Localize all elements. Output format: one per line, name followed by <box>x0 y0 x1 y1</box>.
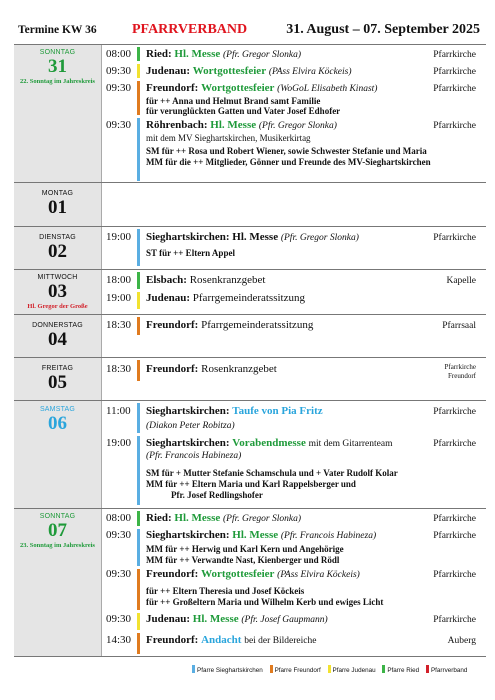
day-row-02 <box>14 227 486 270</box>
event-location: Pfarrkirche <box>433 67 476 77</box>
event-title <box>146 231 359 243</box>
event-location: Pfarrkirche <box>433 439 476 449</box>
legend-swatch <box>192 665 195 673</box>
event <box>101 401 486 434</box>
day-number: 02 <box>48 241 67 262</box>
parish-color-bar <box>137 403 140 433</box>
event-location: Pfarrkirche <box>444 363 476 371</box>
legend-item <box>382 665 419 674</box>
event-place: Ried: <box>146 48 172 60</box>
legend-swatch <box>382 665 385 673</box>
event-time: 08:00 <box>106 512 132 524</box>
week-label: Termine KW 36 <box>18 24 97 36</box>
day-cell <box>14 358 102 400</box>
event-place: Freundorf: <box>146 568 199 580</box>
legend-item <box>270 665 321 674</box>
event-officiant: (WoGoL Elisabeth Kinast) <box>277 84 378 94</box>
event-location: Pfarrkirche <box>433 84 476 94</box>
day-name: DONNERSTAG <box>32 322 83 329</box>
event-title <box>146 319 313 331</box>
event-location: Pfarrkirche <box>433 407 476 417</box>
event-officiant: (Pfr. Gregor Slonka) <box>223 514 302 524</box>
event-time: 09:30 <box>106 65 132 77</box>
day-row-01 <box>14 183 486 227</box>
day-number: 01 <box>48 197 67 218</box>
event-type: Wortgottesfeier <box>201 568 275 580</box>
event-intention: für ++ Anna und Helmut Brand samt Familie <box>146 96 321 106</box>
event-place: Ried: <box>146 512 172 524</box>
event-intention: MM für ++ Herwig und Karl Kern und Angehörige <box>146 544 344 554</box>
event <box>101 227 486 267</box>
event-intention: ST für ++ Eltern Appel <box>146 248 235 258</box>
day-cell <box>14 183 102 226</box>
event-type: Hl. Messe <box>210 119 257 131</box>
event-time: 09:30 <box>106 613 132 625</box>
event-time: 19:00 <box>106 292 132 304</box>
parish-color-bar <box>137 317 140 335</box>
event-intention: für ++ Eltern Theresia und Josef Köckeis <box>146 586 305 596</box>
event-intention: SM für + Mutter Stefanie Schamschula und + Vater Rudolf Kolar <box>146 468 398 478</box>
legend-item <box>426 665 467 674</box>
event-time: 19:00 <box>106 231 132 243</box>
event <box>101 509 486 527</box>
event-text: bei der Bildereiche <box>244 636 317 646</box>
event-location: Freundorf <box>448 372 476 380</box>
event-type: Hl. Messe <box>232 529 279 541</box>
parish-color-bar <box>137 81 140 115</box>
event <box>101 79 486 116</box>
legend-swatch <box>270 665 273 673</box>
event-location: Pfarrkirche <box>433 531 476 541</box>
parish-color-bar <box>137 633 140 654</box>
event-text: Rosenkranzgebet <box>189 274 266 286</box>
event-location: Pfarrkirche <box>433 233 476 243</box>
event-place: Freundorf: <box>146 319 199 331</box>
event-time: 09:30 <box>106 529 132 541</box>
event-title <box>146 405 323 417</box>
day-cell <box>14 509 102 656</box>
day-events <box>101 227 486 267</box>
event <box>101 611 486 631</box>
parish-color-bar <box>137 511 140 526</box>
event-place: Freundorf: <box>146 82 199 94</box>
event-location: Pfarrsaal <box>442 321 476 331</box>
day-row-03 <box>14 270 486 315</box>
day-note: 22. Sonntag im Jahreskreis <box>20 78 95 85</box>
event-title <box>146 274 265 286</box>
day-number: 03 <box>48 281 67 302</box>
event-type: Wortgottesfeier <box>192 65 267 77</box>
event-place: Freundorf: <box>146 363 199 375</box>
event-intention: für ++ Großeltern Maria und Wilhelm Kerb und ewiges Licht <box>146 597 384 607</box>
parish-color-bar <box>137 613 140 630</box>
schedule-table <box>14 44 486 657</box>
event-officiant: (Pfr. Francois Habineza) <box>146 451 242 461</box>
legend-swatch <box>328 665 331 673</box>
event-officiant: (Pfr. Gregor Slonka) <box>258 121 337 131</box>
day-events <box>101 358 486 398</box>
event-title <box>146 634 316 646</box>
day-name: SONNTAG <box>39 513 76 520</box>
legend-swatch <box>426 665 429 673</box>
event-officiant: (PAss Elvira Köckeis) <box>268 67 352 77</box>
event-place: Sieghartskirchen: Hl. Messe <box>146 231 279 243</box>
event-time: 14:30 <box>106 634 132 646</box>
legend-label: Pfarre Freundorf <box>274 667 321 674</box>
event-type: Hl. Messe <box>174 512 221 524</box>
event-place: Sieghartskirchen: <box>146 405 230 417</box>
day-note: 23. Sonntag im Jahreskreis <box>20 542 95 549</box>
day-number: 05 <box>48 372 67 393</box>
event-officiant: (Pfr. Josef Gaupmann) <box>241 615 328 625</box>
event-intention: MM für die ++ Mitglieder, Gönner und Freunde des MV-Sieghartskirchen <box>146 157 431 167</box>
event-place: Sieghartskirchen: <box>146 529 230 541</box>
event-intention: MM für ++ Eltern Maria und Karl Rappelsberger und <box>146 479 356 489</box>
day-events <box>101 401 486 506</box>
legend-label: Pfarre Sieghartskirchen <box>197 667 263 674</box>
day-number: 07 <box>48 520 67 541</box>
parish-color-bar <box>137 118 140 181</box>
event <box>101 290 486 310</box>
event-title <box>146 82 377 94</box>
event-place: Freundorf: <box>146 634 199 646</box>
parish-color-bar <box>137 47 140 61</box>
parish-color-bar <box>137 360 140 381</box>
event <box>101 527 486 567</box>
event <box>101 315 486 355</box>
event-title <box>146 568 360 580</box>
day-name: MONTAG <box>41 190 74 197</box>
event-location: Kapelle <box>446 276 476 286</box>
event-type: Wortgottesfeier <box>201 82 275 94</box>
event <box>101 270 486 290</box>
event-time: 09:30 <box>106 119 132 131</box>
event-title <box>146 529 376 541</box>
event-title <box>146 292 305 304</box>
parish-color-bar <box>137 529 140 566</box>
event <box>101 567 486 611</box>
day-row-04 <box>14 315 486 358</box>
event-title <box>146 363 277 375</box>
event-intention: für verunglückten Gatten und Vater Josef Edhofer <box>146 106 341 116</box>
event-place: Elsbach: <box>146 274 187 286</box>
event-place: Röhrenbach: <box>146 119 208 131</box>
event <box>101 116 486 182</box>
parish-color-bar <box>137 272 140 289</box>
parish-color-bar <box>137 64 140 78</box>
event-title <box>146 48 301 60</box>
event-time: 08:00 <box>106 48 132 60</box>
day-name: SAMSTAG <box>39 406 76 413</box>
event-text: Pfarrgemeinderatssitzung <box>192 292 305 304</box>
legend-label: Pfarre Ried <box>387 667 420 674</box>
page-header <box>18 24 484 40</box>
event-time: 11:00 <box>106 405 131 417</box>
event-time: 09:30 <box>106 568 132 580</box>
day-number: 31 <box>48 56 67 77</box>
event <box>101 45 486 62</box>
parish-legend <box>192 665 472 674</box>
event-time: 18:00 <box>106 274 132 286</box>
event-place: Judenau: <box>146 292 191 304</box>
event-title <box>146 437 392 449</box>
event-location: Auberg <box>447 636 476 646</box>
event-time: 18:30 <box>106 363 132 375</box>
event-intention: mit dem MV Sieghartskirchen, Musikerkirtag <box>146 133 311 143</box>
event-location: Pfarrkirche <box>433 121 476 131</box>
day-name: DIENSTAG <box>39 234 76 241</box>
day-number: 04 <box>48 329 67 350</box>
parish-color-bar <box>137 292 140 309</box>
event-text: mit dem Gitarrenteam <box>308 439 393 449</box>
day-cell <box>14 270 102 314</box>
event-title <box>146 512 301 524</box>
day-row-07 <box>14 509 486 657</box>
event-place: Judenau: <box>146 613 191 625</box>
event-location: Pfarrkirche <box>433 50 476 60</box>
event-title <box>146 65 352 77</box>
parish-color-bar <box>137 436 140 505</box>
day-number: 06 <box>48 413 67 434</box>
day-cell <box>14 45 102 182</box>
event-intention: MM für ++ Verwandte Nast, Kienberger und Rödl <box>146 555 340 565</box>
date-range: 31. August – 07. September 2025 <box>286 22 480 37</box>
event <box>101 358 486 398</box>
event-location: Pfarrkirche <box>433 570 476 580</box>
event-officiant: (PAss Elvira Köckeis) <box>277 570 360 580</box>
legend-label: Pfarre Judenau <box>332 667 376 674</box>
event-text: Pfarrgemeinderatssitzung <box>201 319 314 331</box>
event <box>101 631 486 655</box>
legend-label: Pfarrverband <box>430 667 468 674</box>
day-note: Hl. Gregor der Große <box>27 303 88 310</box>
event-place: Judenau: <box>146 65 191 77</box>
day-cell <box>14 227 102 269</box>
day-events <box>101 270 486 310</box>
event-title <box>146 119 337 131</box>
event-time: 18:30 <box>106 319 132 331</box>
event-officiant: (Diakon Peter Robitza) <box>146 421 235 431</box>
day-row-05 <box>14 358 486 401</box>
event-type: Taufe von Pia Fritz <box>232 405 323 417</box>
event-officiant: (Pfr. Francois Habineza) <box>280 531 377 541</box>
event-place: Sieghartskirchen: <box>146 437 230 449</box>
day-name: SONNTAG <box>39 49 76 56</box>
event-time: 19:00 <box>106 437 132 449</box>
event-type: Andacht <box>201 634 242 646</box>
legend-item <box>192 665 263 674</box>
event-officiant: (Pfr. Gregor Slonka) <box>280 233 359 243</box>
event-time: 09:30 <box>106 82 132 94</box>
day-cell <box>14 315 102 357</box>
event-type: Hl. Messe <box>174 48 221 60</box>
org-title: PFARRVERBAND <box>132 22 248 37</box>
event-intention: Pfr. Josef Redlingshofer <box>171 490 263 500</box>
event-intention: SM für ++ Rosa und Robert Wiener, sowie Schwester Stefanie und Maria <box>146 146 427 156</box>
parish-color-bar <box>137 569 140 610</box>
day-name: MITTWOCH <box>37 274 78 281</box>
event-location: Pfarrkirche <box>433 615 476 625</box>
parish-color-bar <box>137 229 140 266</box>
event <box>101 434 486 506</box>
event-title <box>146 613 328 625</box>
legend-item <box>328 665 376 674</box>
day-events <box>101 315 486 355</box>
day-row-06 <box>14 401 486 509</box>
day-name: FREITAG <box>41 365 74 372</box>
event-text: Rosenkranzgebet <box>201 363 277 375</box>
event-type: Hl. Messe <box>192 613 239 625</box>
event-location: Pfarrkirche <box>433 514 476 524</box>
event-officiant: (Pfr. Gregor Slonka) <box>223 50 302 60</box>
event-type: Vorabendmesse <box>232 437 306 449</box>
event <box>101 62 486 79</box>
day-events <box>101 509 486 655</box>
day-cell <box>14 401 102 508</box>
day-events <box>101 45 486 182</box>
day-row-31 <box>14 45 486 183</box>
